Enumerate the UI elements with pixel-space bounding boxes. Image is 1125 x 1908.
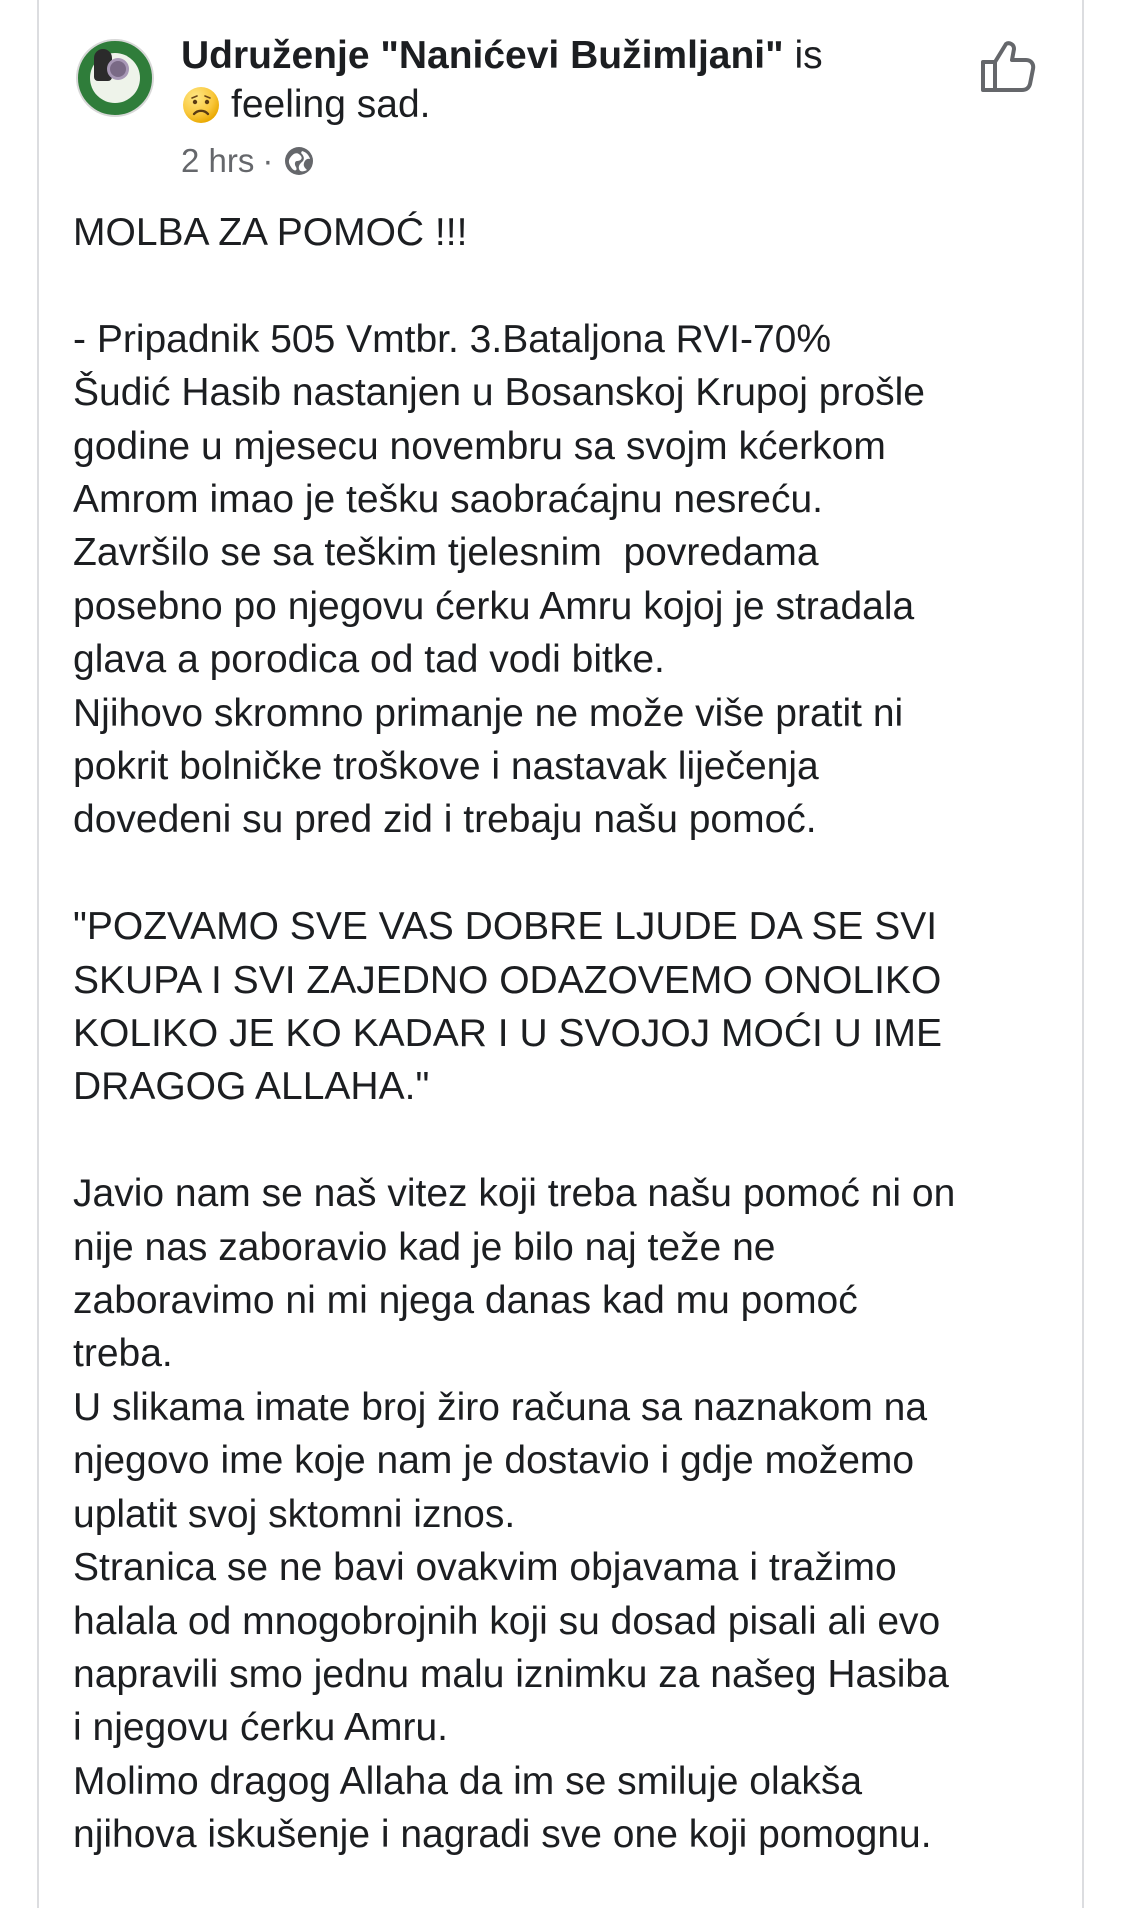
post-body-line: U slikama imate broj žiro računa sa naznakom na [73,1385,928,1429]
globe-icon[interactable] [281,143,317,179]
post-body-line: "POZVAMO SVE VAS DOBRE LJUDE DA SE SVI [73,905,938,949]
post-body-line: nije nas zaboravio kad je bilo naj teže ne [73,1225,776,1269]
page-name[interactable]: Udruženje "Nanićevi Bužimljani" [181,34,784,77]
post-body-line: Završilo se sa teškim tjelesnim povredama [73,531,819,575]
post-body-line: glava a porodica od tad vodi bitke. [73,638,665,682]
post-body-line: SKUPA I SVI ZAJEDNO ODAZOVEMO ONOLIKO [73,958,942,1002]
author-line [181,32,961,80]
sad-face-icon [181,85,221,125]
meta-separator: · [262,142,274,179]
post-body-line: Stranica se ne bavi ovakvim objavama i tražimo [73,1546,897,1590]
feeling-text: feeling sad. [231,83,431,126]
post-body-line [73,1114,1058,1167]
post-body-line: - Pripadnik 505 Vmtbr. 3.Bataljona RVI-70% [73,317,832,361]
post-body-line: MOLBA ZA POMOĆ !!! [73,211,468,254]
post-body-line: posebno po njegovu ćerku Amru kojoj je stradala [73,584,915,628]
post-body-line [73,847,1058,900]
post-body-line: i njegovu ćerku Amru. [73,1706,449,1750]
page-avatar[interactable] [76,39,154,117]
post-body-line: KOLIKO JE KO KADAR I U SVOJOJ MOĆI U IME [73,1012,942,1056]
post-body-line: Amrom imao je tešku saobraćajnu nesreću. [73,478,824,522]
post-body [73,206,1058,1862]
post-header [181,32,961,130]
post-body-line: dovedeni su pred zid i trebaju našu pomoć. [73,798,817,842]
post-body-line: DRAGOG ALLAHA." [73,1065,430,1109]
post-body-line: Njihovo skromno primanje ne može više pratit ni [73,691,904,735]
avatar-virus-symbol [110,61,126,77]
like-icon[interactable] [975,36,1037,98]
post-body-line: Šudić Hasib nastanjen u Bosanskoj Krupoj prošle [73,371,926,415]
post-body-line: Molimo dragog Allaha da im se smiluje olakša [73,1759,863,1803]
post-body-line: njihova iskušenje i nagradi sve one koji pomognu. [73,1813,932,1857]
status-verb: is [783,34,823,77]
post-time[interactable]: 2 hrs [181,142,255,179]
post-meta [181,142,317,180]
post-body-line: treba. [73,1332,173,1376]
post-body-line: uplatit svoj sktomni iznos. [73,1492,516,1536]
post-body-line: Javio nam se naš vitez koji treba našu pomoć ni on [73,1172,956,1216]
post-body-line: njegovo ime koje nam je dostavio i gdje možemo [73,1439,915,1483]
post-body-line [73,259,1058,312]
feeling-status [181,80,961,130]
post-body-line: godine u mjesecu novembru sa svojm kćerkom [73,424,886,468]
post-body-line: napravili smo jednu malu iznimku za našeg Hasiba [73,1652,949,1696]
post-body-line: halala od mnogobrojnih koji su dosad pisali ali evo [73,1599,941,1643]
avatar-soldier-figure [94,49,112,81]
post-body-line: pokrit bolničke troškove i nastavak liječenja [73,745,819,789]
post-body-line: zaboravimo ni mi njega danas kad mu pomoć [73,1279,858,1323]
